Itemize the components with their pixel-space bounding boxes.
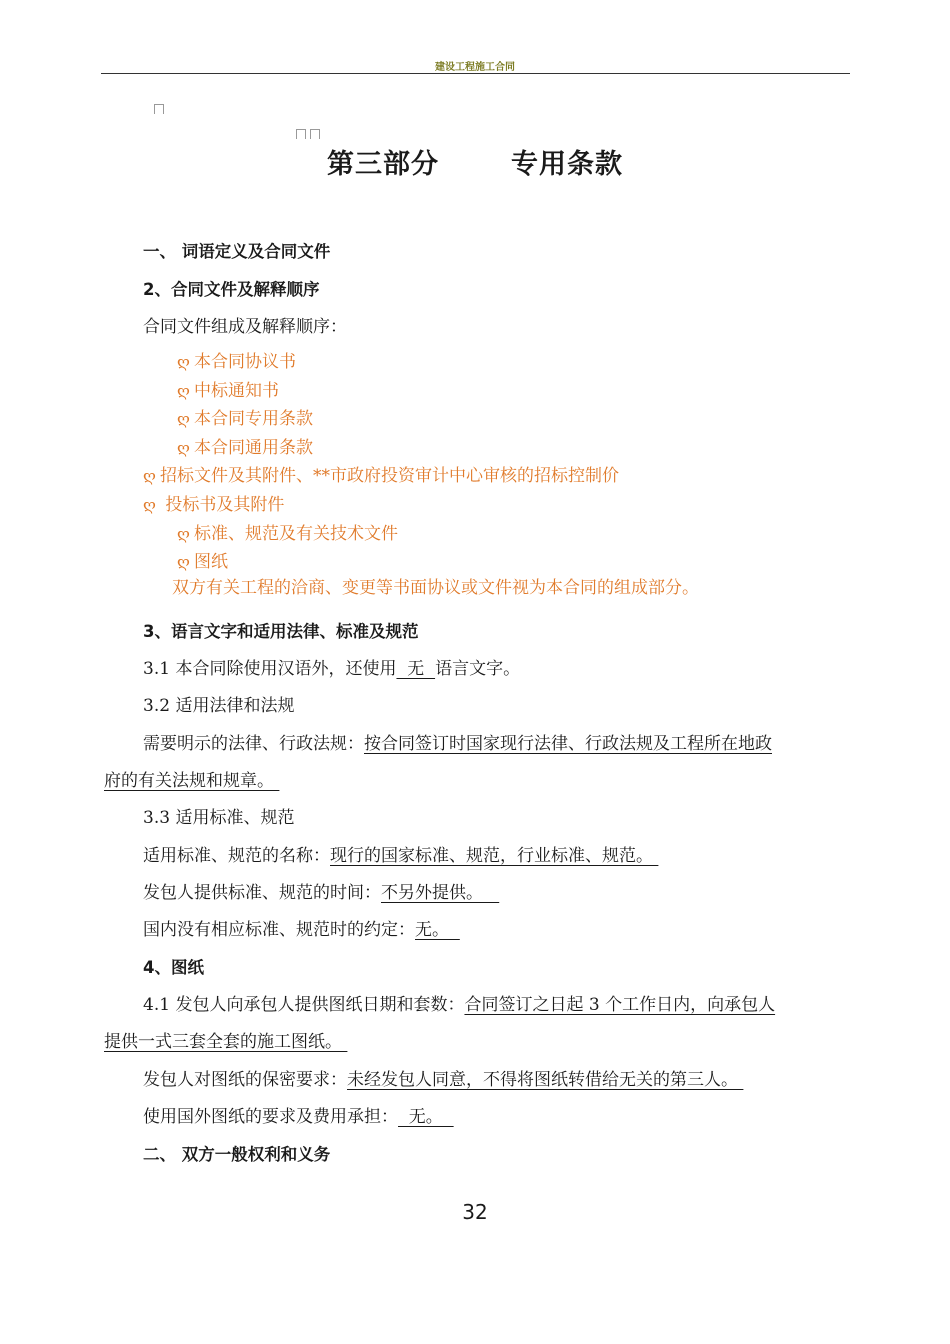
lightbulb-icon: ღ xyxy=(177,382,190,400)
clause-3-2: 3.2 适用法律和法规 xyxy=(143,696,295,716)
document-list-item: ღ 本合同专用条款 xyxy=(177,409,313,429)
placeholder-box-icon xyxy=(296,129,306,139)
document-list-closing: 双方有关工程的洽商、变更等书面协议或文件视为本合同的组成部分。 xyxy=(172,578,699,598)
language-field: 无 xyxy=(396,659,436,679)
lightbulb-icon: ღ xyxy=(177,525,190,543)
lightbulb-icon: ღ xyxy=(177,353,190,371)
standards-name-line: 适用标准、规范的名称：现行的国家标准、规范，行业标准、规范。 xyxy=(143,846,659,866)
laws-line-cont xyxy=(104,770,279,792)
clause-3-heading: 3、语言文字和适用法律、标准及规范 xyxy=(143,622,419,641)
secrecy-field: 未经发包人同意，不得将图纸转借给无关的第三人。 xyxy=(347,1070,744,1090)
document-list-item: ღ 本合同协议书 xyxy=(177,352,296,372)
drawings-field: 合同签订之日起 3 个工作日内，向承包人 xyxy=(464,995,776,1015)
document-list-item: ღ 本合同通用条款 xyxy=(177,438,313,458)
drawings-field-cont: 提供一式三套全套的施工图纸。 xyxy=(104,1032,348,1052)
lightbulb-icon: ღ xyxy=(177,553,190,571)
clause-2-intro: 合同文件组成及解释顺序： xyxy=(143,317,347,337)
section-heading-2: 二、 双方一般权利和义务 xyxy=(143,1145,331,1164)
document-list-item: ღ 投标书及其附件 xyxy=(143,495,285,515)
standards-time-line: 发包人提供标准、规范的时间：不另外提供。 xyxy=(143,883,500,903)
clause-3-1: 3.1 本合同除使用汉语外，还使用 无 语言文字。 xyxy=(143,659,521,679)
lightbulb-icon: ღ xyxy=(177,439,190,457)
title-name: 专用条款 xyxy=(511,149,623,180)
laws-field-cont: 府的有关法规和规章。 xyxy=(104,771,280,791)
standards-time-field: 不另外提供。 xyxy=(381,883,500,903)
section-heading-1: 一、 词语定义及合同文件 xyxy=(143,242,331,261)
lightbulb-icon: ღ xyxy=(177,410,190,428)
lightbulb-icon: ღ xyxy=(143,496,156,514)
document-list-item: ღ 中标通知书 xyxy=(177,381,279,401)
running-header: 建设工程施工合同 xyxy=(435,62,515,73)
foreign-drawings-field: 无。 xyxy=(398,1107,454,1127)
document-list-item: ღ 招标文件及其附件、**市政府投资审计中心审核的招标控制价 xyxy=(143,466,619,486)
page-title xyxy=(0,142,950,181)
standards-none-line: 国内没有相应标准、规范时的约定：无。 xyxy=(143,920,460,940)
header-rule xyxy=(101,73,850,74)
clause-4-heading: 4、图纸 xyxy=(143,958,204,977)
secrecy-line: 发包人对图纸的保密要求：未经发包人同意，不得将图纸转借给无关的第三人。 xyxy=(143,1070,744,1090)
laws-field: 按合同签订时国家现行法律、行政法规及工程所在地政 xyxy=(364,734,772,754)
clause-4-1-cont xyxy=(104,1031,347,1053)
title-part: 第三部分 xyxy=(327,149,439,180)
clause-2-heading: 2、合同文件及解释顺序 xyxy=(143,280,320,299)
laws-line: 需要明示的法律、行政法规：按合同签订时国家现行法律、行政法规及工程所在地政 xyxy=(143,734,772,754)
lightbulb-icon: ღ xyxy=(143,467,156,485)
placeholder-box-icon xyxy=(154,104,164,114)
foreign-drawings-line: 使用国外图纸的要求及费用承担： 无。 xyxy=(143,1107,454,1127)
page-number: 32 xyxy=(462,1200,488,1224)
standards-none-field: 无。 xyxy=(415,920,460,940)
document-list-item: ღ 标准、规范及有关技术文件 xyxy=(177,524,398,544)
clause-4-1: 4.1 发包人向承包人提供图纸日期和套数：合同签订之日起 3 个工作日内，向承包人 xyxy=(143,995,776,1015)
standards-name-field: 现行的国家标准、规范，行业标准、规范。 xyxy=(330,846,659,866)
clause-3-3: 3.3 适用标准、规范 xyxy=(143,808,295,828)
document-list-item: ღ 图纸 xyxy=(177,552,228,572)
placeholder-box-icon xyxy=(310,129,320,139)
